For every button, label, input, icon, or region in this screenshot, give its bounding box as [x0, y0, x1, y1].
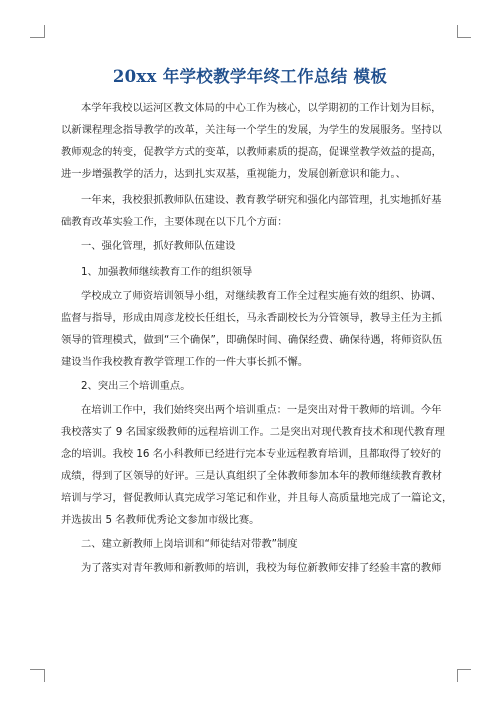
paragraph-line: 念的培训。我校 16 名小科教师已经进行完本专业远程教育培训，且都取得了较好的	[61, 448, 442, 460]
paragraph-overview	[61, 189, 443, 233]
paragraph-line: 一年来，我校狠抓教师队伍建设、教育教学研究和强化内部管理，扎实地抓好基	[81, 194, 442, 206]
paragraph-line: 础教育改革实验工作，主要体现在以下几个方面：	[61, 216, 288, 228]
paragraph-line: 为了落实对青年教师和新教师的培训，我校为每位新教师安排了经验丰富的教师	[81, 562, 442, 574]
paragraph-line: 在培训工作中，我们始终突出两个培训重点：一是突出对骨干教师的培训。今年	[81, 404, 442, 416]
paragraph-line: 教师观念的转变，促教学方式的变革，以教师素质的提高，促课堂教学效益的提高，	[61, 146, 442, 158]
paragraph-line: 我校落实了 9 名国家级教师的远程培训工作。二是突出对现代教育技术和现代教育理	[61, 426, 445, 438]
paragraph-line: 本学年我校以运河区教文体局的中心工作为核心，以学期初的工作计划为目标，	[81, 102, 442, 114]
paragraph-training	[61, 399, 453, 531]
document-body	[61, 97, 453, 579]
paragraph-line: 培训与学习，督促教师认真完成学习笔记和作业，并且每人高质量地完成了一篇论文，	[61, 492, 453, 504]
paragraph-mentoring	[61, 557, 443, 579]
paragraph-line: 学校成立了师资培训领导小组，对继续教育工作全过程实施有效的组织、协调、	[81, 290, 442, 302]
subsection-heading-1: 1、加强教师继续教育工作的组织领导	[81, 266, 253, 278]
paragraph-line: 建设当作我校教育教学管理工作的一件大事长抓不懈。	[61, 356, 309, 368]
paragraph-line: 以新课程理念指导教学的改革，关注每一个学生的发展，为学生的发展服务。坚持以	[61, 124, 442, 136]
section-heading-1: 一、强化管理，抓好教师队伍建设	[81, 240, 236, 252]
paragraph-line: 进一步增强教学的活力，达到扎实双基，重视能力，发展创新意识和能力。、	[61, 168, 406, 180]
paragraph-line: 领导的管理模式，做到“三个确保”，即确保时间、确保经费、确保待遇，将师资队伍	[61, 334, 443, 346]
section-heading-2: 二、建立新教师上岗培训和“师徒结对带教”制度	[81, 538, 298, 550]
paragraph-intro	[61, 97, 443, 185]
subsection-heading-2: 2、突出三个培训重点。	[81, 380, 191, 392]
paragraph-line: 成绩，得到了区领导的好评。三是认真组织了全体教师参加本年的教师继续教育教材	[61, 470, 442, 482]
paragraph-line: 并选拔出 5 名教师优秀论文参加市级比赛。	[61, 514, 260, 526]
paragraph-leadership	[61, 285, 443, 373]
paragraph-line: 监督与指导，形成由周彦龙校长任组长，马永香副校长为分管领导，教导主任为主抓	[61, 312, 442, 324]
document-title: 20xx 年学校教学年终工作总结 模板	[112, 67, 388, 86]
